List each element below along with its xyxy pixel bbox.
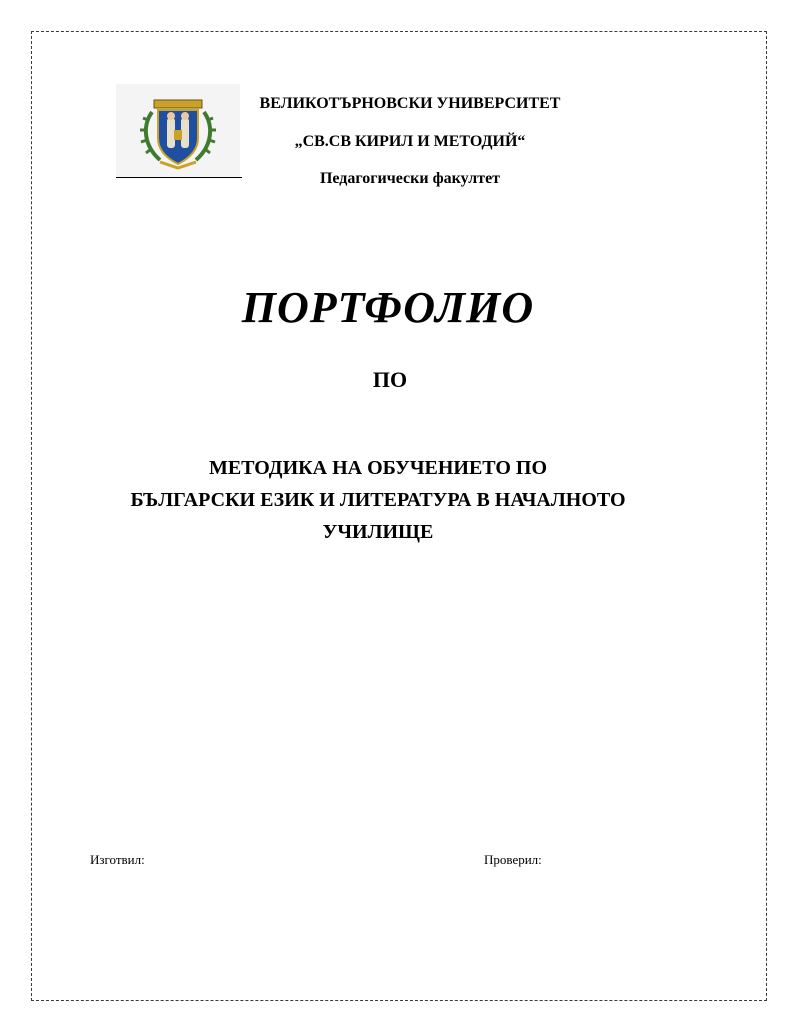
prepared-by-label: Изготвил: [90,852,145,867]
checked-by-label: Проверил: [484,852,542,867]
subject-line-3: УЧИЛИЩЕ [322,521,434,543]
title-preposition: ПО [372,367,408,392]
university-title: ВЕЛИКОТЪРНОВСКИ УНИВЕРСИТЕТ [259,95,561,112]
faculty-name: Педагогически факултет [319,170,501,187]
document-title: ПОРТФОЛИО [241,283,535,332]
subject-line-2: БЪЛГАРСКИ ЕЗИК И ЛИТЕРАТУРА В НАЧАЛНОТО [130,489,626,511]
university-name: „СВ.СВ КИРИЛ И МЕТОДИЙ“ [294,133,526,150]
subject-line-1: МЕТОДИКА НА ОБУЧЕНИЕТО ПО [208,457,548,479]
